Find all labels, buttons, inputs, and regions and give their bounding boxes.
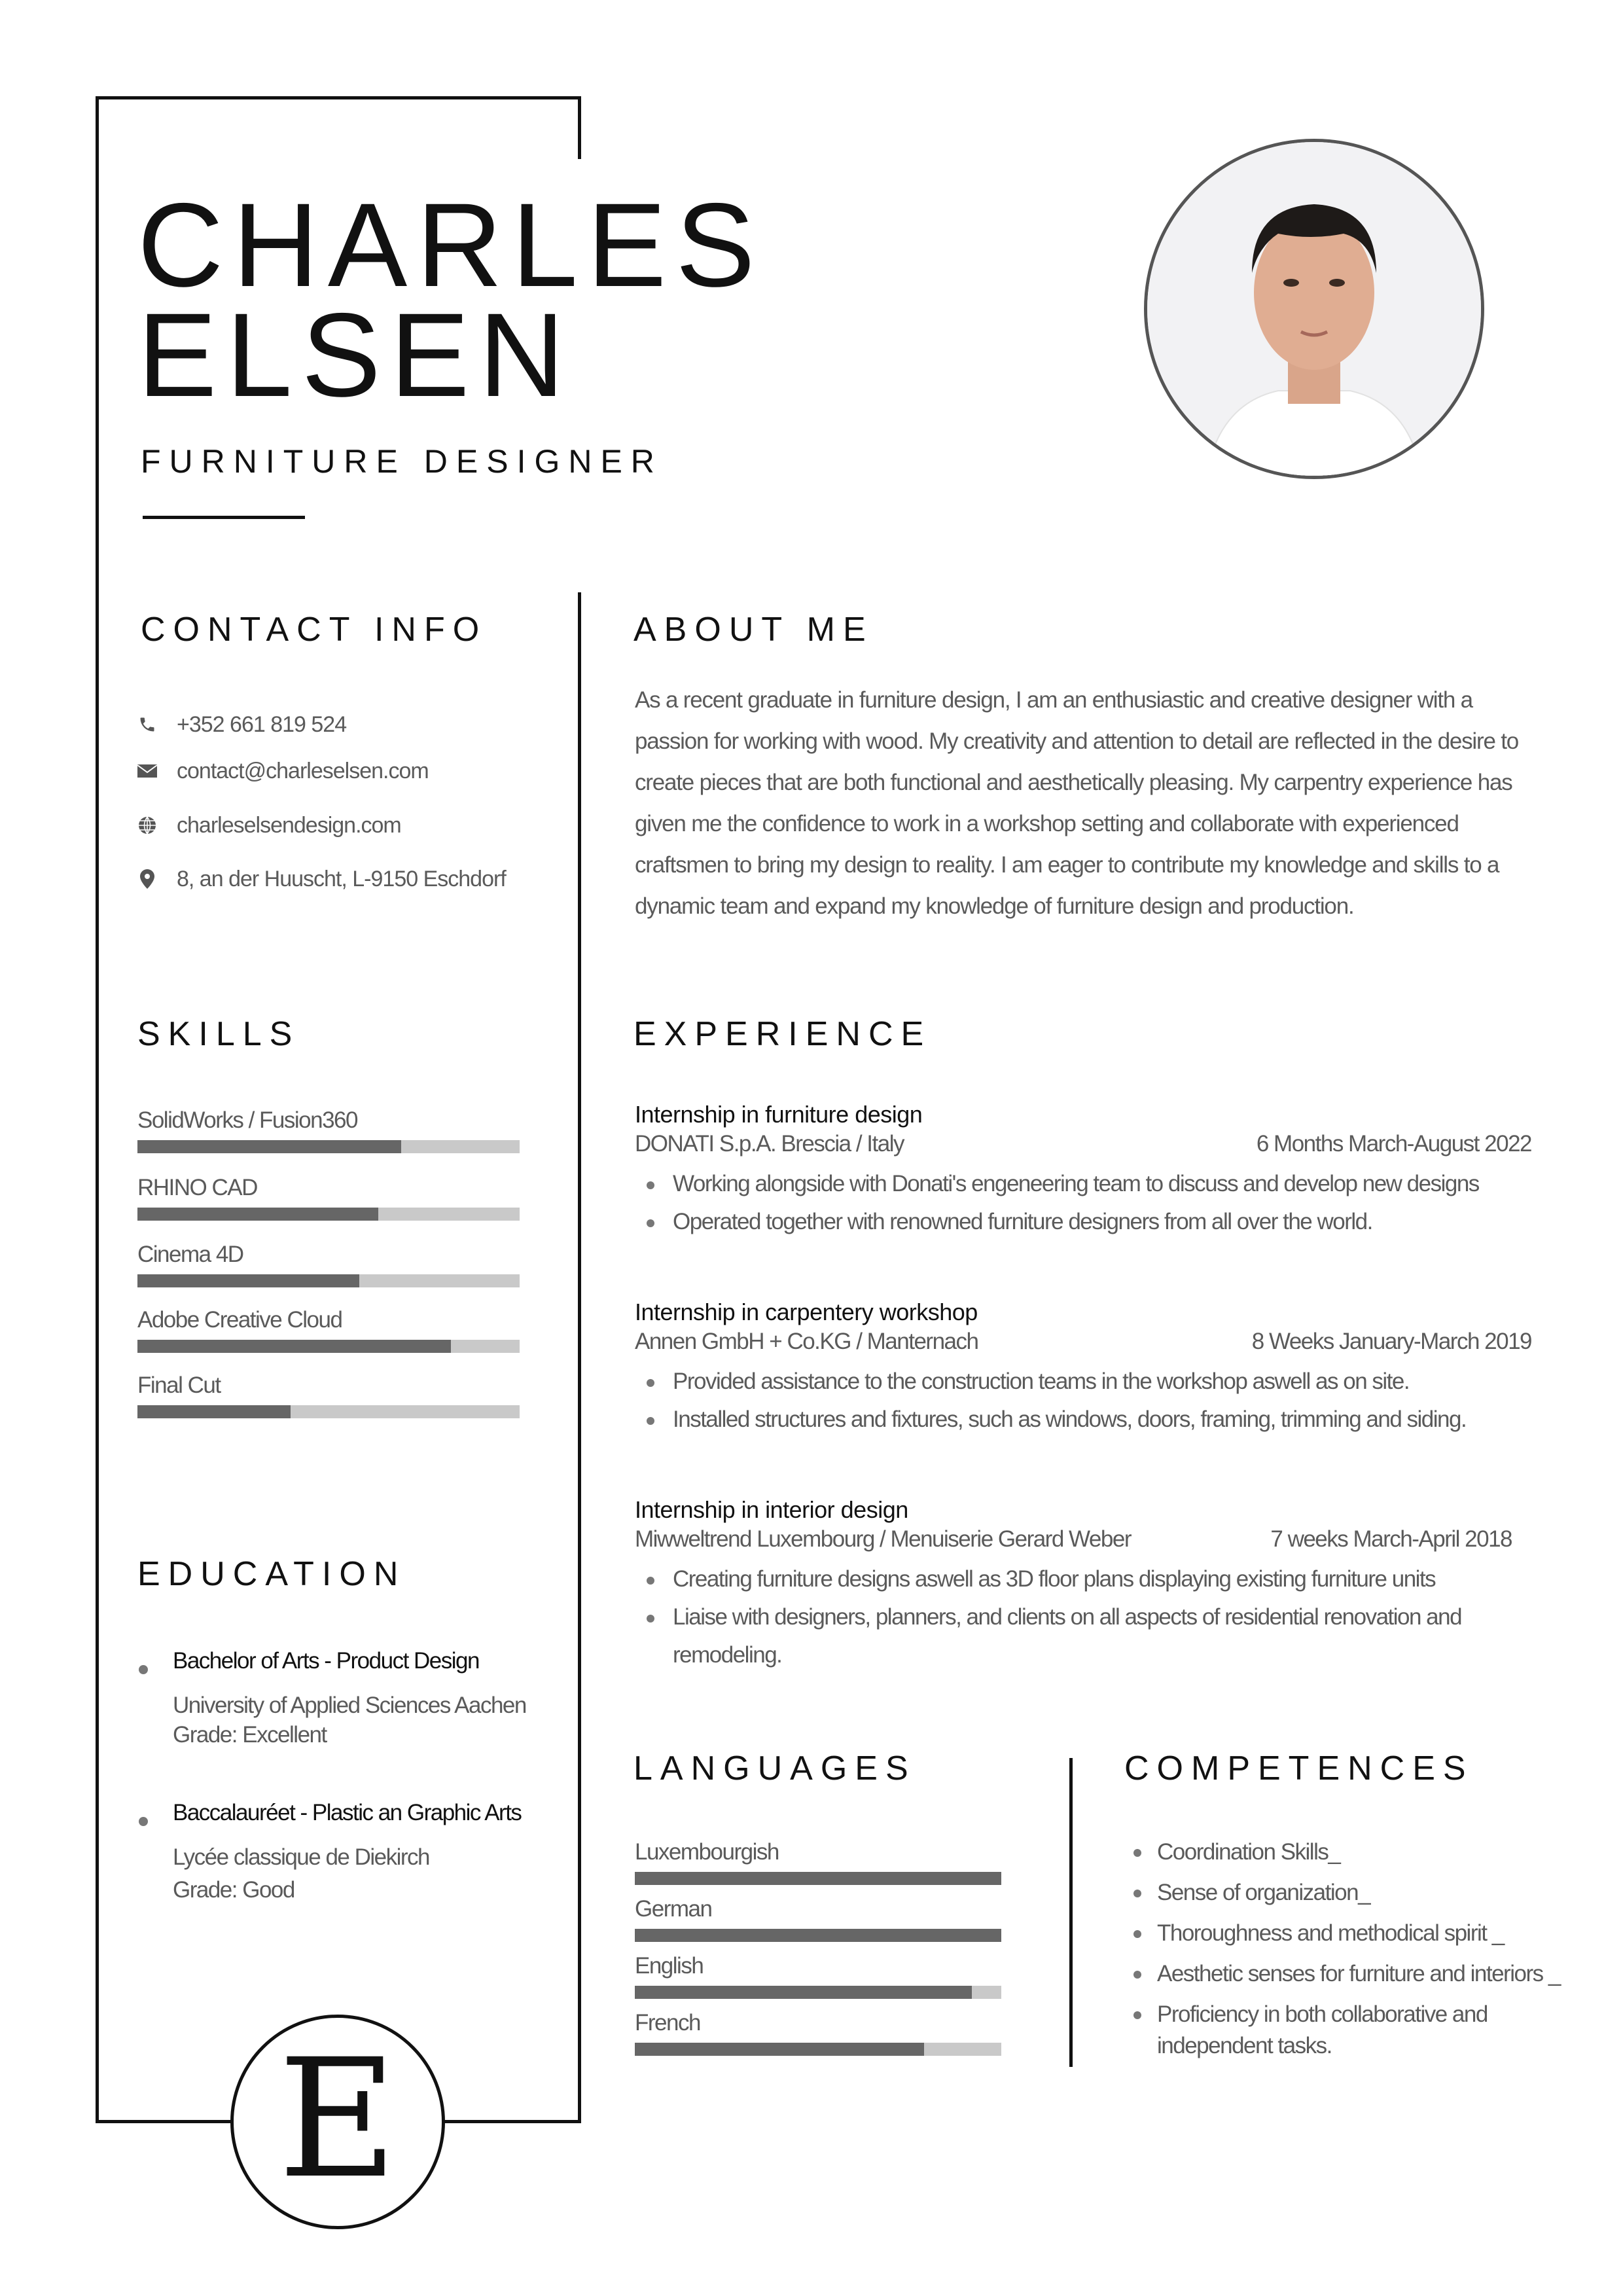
competence-item: Thoroughness and methodical spirit _ [1126, 1918, 1584, 1949]
language-bar [635, 1929, 1001, 1942]
job-bullet: Liaise with designers, planners, and clients on all aspects of residential renovation and remodeling. [635, 1598, 1484, 1674]
company: Annen GmbH + Co.KG / Manternach [635, 1329, 978, 1354]
languages-heading: LANGUAGES [633, 1749, 916, 1787]
skill-label: Final Cut [137, 1372, 221, 1398]
language-item [635, 1895, 1001, 1942]
skill-label: SolidWorks / Fusion360 [137, 1107, 357, 1133]
about-heading: ABOUT ME [633, 611, 874, 649]
degree-title: Baccalauréet - Plastic an Graphic Arts [173, 1800, 522, 1825]
phone-number[interactable]: +352 661 819 524 [177, 711, 347, 737]
job-bullet: Installed structures and fixtures, such as windows, doors, framing, trimming and siding. [635, 1401, 1531, 1439]
experience-item [635, 1296, 1531, 1439]
skill-bar-fill [137, 1274, 359, 1287]
language-label: English [635, 1953, 704, 1979]
skill-bar [137, 1405, 520, 1418]
frame-right-stub [578, 96, 581, 159]
skill-label: Cinema 4D [137, 1242, 243, 1267]
first-name: CHARLES [137, 178, 764, 312]
envelope-icon [136, 760, 158, 782]
contact-address [136, 863, 506, 895]
skill-item [137, 1174, 520, 1221]
school-name: University of Applied Sciences Aachen [173, 1693, 526, 1718]
phone-icon [136, 713, 158, 736]
location-pin-icon [136, 868, 158, 890]
job-bullet: Creating furniture designs aswell as 3D floor plans displaying existing furniture units [635, 1560, 1531, 1598]
language-item [635, 1952, 1001, 1999]
education-heading: EDUCATION [137, 1555, 406, 1593]
monogram-logo [230, 2015, 445, 2229]
skill-bar [137, 1208, 520, 1221]
language-bar [635, 1986, 1001, 1999]
monogram-letter: E [277, 2024, 398, 2214]
bullet-icon [139, 1665, 148, 1674]
skill-bar-fill [137, 1405, 291, 1418]
globe-icon [136, 814, 158, 836]
language-bar-fill [635, 1986, 972, 1999]
language-label: Luxembourgish [635, 1839, 779, 1865]
company: DONATI S.p.A. Brescia / Italy [635, 1131, 904, 1157]
bullet-icon [139, 1817, 148, 1826]
grade: Grade: Excellent [173, 1722, 327, 1748]
experience-item [635, 1098, 1531, 1241]
language-bar-fill [635, 1929, 1001, 1942]
frame-bottom-right [444, 2120, 581, 2123]
about-text: As a recent graduate in furniture design, I am an enthusiastic and creative designer with a passion for working with wood. My creativity and attention to detail are reflected in the desire to create pieces that are both functional and aesthetically pleasing. My carpentry experience has given me the confidence to work in a workshop setting and collaborate with experienced craftsmen to bring my design to reality. I am eager to contribute my knowledge and skills to a dynamic team and expand my knowledge of furniture design and production. [635, 687, 1519, 919]
school-name: Lycée classique de Diekirch [173, 1844, 430, 1870]
last-name: ELSEN [137, 288, 574, 422]
skill-bar [137, 1140, 520, 1153]
language-bar-fill [635, 2043, 924, 2056]
skill-bar-fill [137, 1208, 378, 1221]
title-underline [143, 516, 305, 519]
job-title: Internship in furniture design [635, 1101, 923, 1128]
contact-website [136, 809, 401, 842]
period: 7 weeks March-April 2018 [1270, 1526, 1512, 1552]
language-item [635, 2009, 1001, 2056]
email-address[interactable]: contact@charleselsen.com [177, 758, 429, 783]
competence-item: Coordination Skills_ [1126, 1837, 1584, 1868]
contact-email [136, 755, 429, 787]
skill-bar-fill [137, 1340, 451, 1353]
skill-bar [137, 1274, 520, 1287]
full-name [137, 178, 764, 422]
skill-item [137, 1371, 520, 1418]
languages-divider [1069, 1758, 1073, 2067]
portrait-illustration [1147, 142, 1481, 476]
language-label: French [635, 2010, 700, 2036]
degree-title: Bachelor of Arts - Product Design [173, 1648, 479, 1674]
language-item [635, 1838, 1001, 1885]
job-bullet: Provided assistance to the construction teams in the workshop aswell as on site. [635, 1363, 1531, 1401]
competences-heading: COMPETENCES [1124, 1749, 1474, 1787]
skill-item [137, 1240, 520, 1287]
competences-list [1126, 1837, 1584, 2071]
website-link[interactable]: charleselsendesign.com [177, 812, 401, 838]
skills-heading: SKILLS [137, 1015, 300, 1053]
experience-heading: EXPERIENCE [633, 1015, 932, 1053]
job-bullet: Working alongside with Donati's engeneering team to discuss and develop new designs [635, 1165, 1531, 1203]
profile-photo [1144, 139, 1484, 479]
contact-phone [136, 708, 346, 741]
job-title: Internship in carpentery workshop [635, 1299, 978, 1325]
frame-left-line [96, 96, 99, 2123]
competence-item: Sense of organization_ [1126, 1877, 1584, 1909]
contact-heading: CONTACT INFO [141, 611, 488, 649]
job-bullet: Operated together with renowned furniture designers from all over the world. [635, 1203, 1531, 1241]
competence-item: Proficiency in both collaborative and independent tasks. [1126, 1999, 1537, 2062]
language-bar [635, 2043, 1001, 2056]
skill-label: RHINO CAD [137, 1175, 257, 1200]
street-address: 8, an der Huuscht, L-9150 Eschdorf [177, 866, 506, 891]
period: 8 Weeks January-March 2019 [1251, 1329, 1531, 1354]
job-title: Internship in interior design [635, 1496, 908, 1523]
frame-top-line [96, 96, 581, 99]
period: 6 Months March-August 2022 [1256, 1131, 1531, 1157]
language-label: German [635, 1896, 712, 1922]
skill-bar [137, 1340, 520, 1353]
company: Miwweltrend Luxembourg / Menuiserie Gerard Weber [635, 1526, 1131, 1552]
frame-right-line [578, 592, 581, 2123]
grade: Grade: Good [173, 1877, 294, 1903]
skill-item [137, 1306, 520, 1353]
language-bar-fill [635, 1872, 1001, 1885]
skill-item [137, 1106, 520, 1153]
competence-item: Aesthetic senses for furniture and interiors _ [1126, 1958, 1584, 1990]
skill-bar-fill [137, 1140, 401, 1153]
language-bar [635, 1872, 1001, 1885]
frame-bottom-left [96, 2120, 232, 2123]
experience-item [635, 1494, 1531, 1674]
job-title: FURNITURE DESIGNER [141, 443, 663, 480]
skill-label: Adobe Creative Cloud [137, 1307, 342, 1333]
